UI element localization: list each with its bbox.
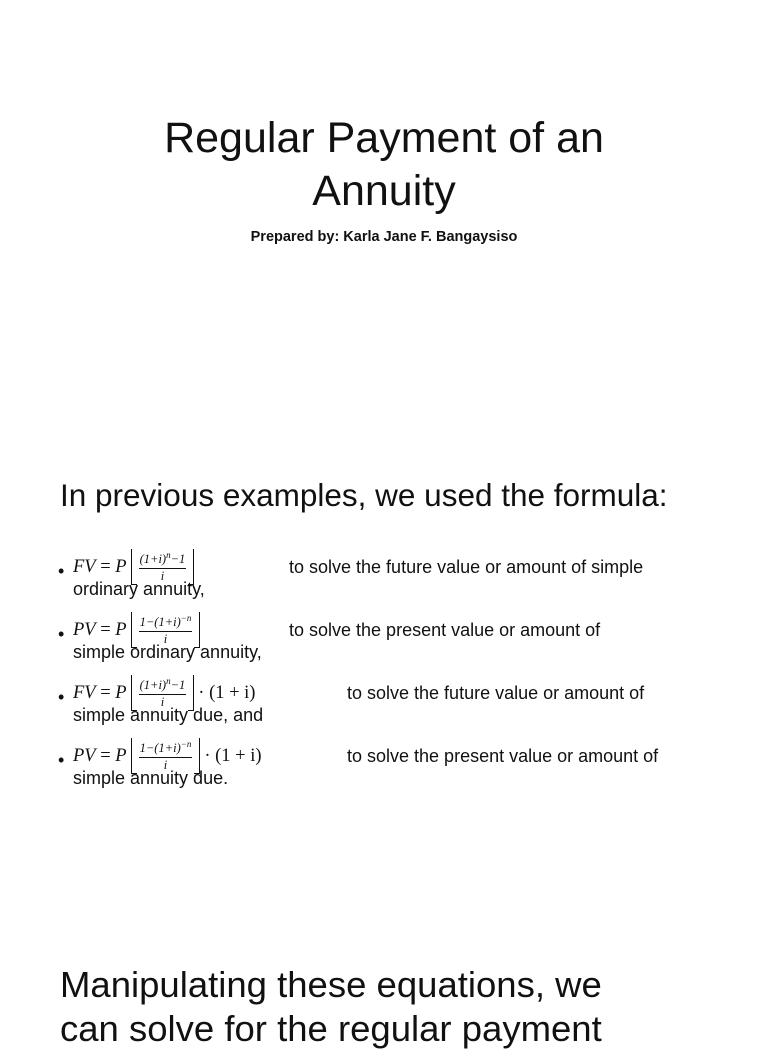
slide-title xyxy=(0,112,768,218)
title-line-1: Regular Payment of an xyxy=(164,114,604,162)
fraction-denominator: i xyxy=(160,568,165,583)
formula-description-continued: simple annuity due. xyxy=(73,768,229,788)
bullet-icon: • xyxy=(58,687,65,707)
fraction-denominator: i xyxy=(160,694,165,709)
slide-heading-line-1: Manipulating these equations, we xyxy=(60,964,602,1005)
fraction-numerator: $(1+i)^n-1$ xyxy=(139,678,187,695)
formula-description: to solve the present value or amount of xyxy=(347,746,659,766)
formula: PV = P $\frac{1-(1+i)^{-n}}{i}$ xyxy=(73,610,204,650)
fraction-denominator: i xyxy=(163,631,168,646)
fraction-denominator: i xyxy=(163,757,168,772)
formula-factor: · (1 + i) xyxy=(204,746,262,766)
author-credit: Prepared by: Karla Jane F. Bangaysiso xyxy=(250,229,518,245)
fraction-numerator: $(1+i)^n-1$ xyxy=(139,552,187,569)
formula-lhs: PV xyxy=(73,620,96,640)
formula-lhs: FV xyxy=(73,683,96,703)
formula-slide xyxy=(0,455,768,925)
bullet-icon: • xyxy=(58,750,65,770)
fraction-numerator: $1-(1+i)^{-n}$ xyxy=(139,741,193,758)
slide-heading: In previous examples, we used the formula: xyxy=(60,477,668,513)
slide-heading-line-2: can solve for the regular payment xyxy=(60,1008,602,1049)
formula-description: to solve the future value or amount of simple xyxy=(289,557,644,577)
formula: FV = P $\frac{(1+i)^n-1}{i}$ · (1 + i) xyxy=(73,673,255,713)
title-line-2: Annuity xyxy=(312,167,456,215)
formula-description-continued: ordinary annuity, xyxy=(73,579,205,599)
formula-description: to solve the present value or amount of xyxy=(289,620,601,640)
formula-lhs: FV xyxy=(73,557,96,577)
next-slide xyxy=(0,925,768,1049)
title-slide xyxy=(0,0,768,455)
formula-description: to solve the future value or amount of xyxy=(347,683,645,703)
formula-description-continued: simple annuity due, and xyxy=(73,705,264,725)
formula-description-continued: simple ordinary annuity, xyxy=(73,642,262,662)
formula: FV = P $\frac{(1+i)^n-1}{i}$ xyxy=(73,547,198,587)
formula-factor: · (1 + i) xyxy=(198,683,256,703)
bullet-icon: • xyxy=(58,624,65,644)
formula: PV = P $\frac{1-(1+i)^{-n}}{i}$ · (1 + i) xyxy=(73,736,262,776)
formula-lhs: PV xyxy=(73,746,96,766)
bullet-icon: • xyxy=(58,561,65,581)
fraction-numerator: $1-(1+i)^{-n}$ xyxy=(139,615,193,632)
